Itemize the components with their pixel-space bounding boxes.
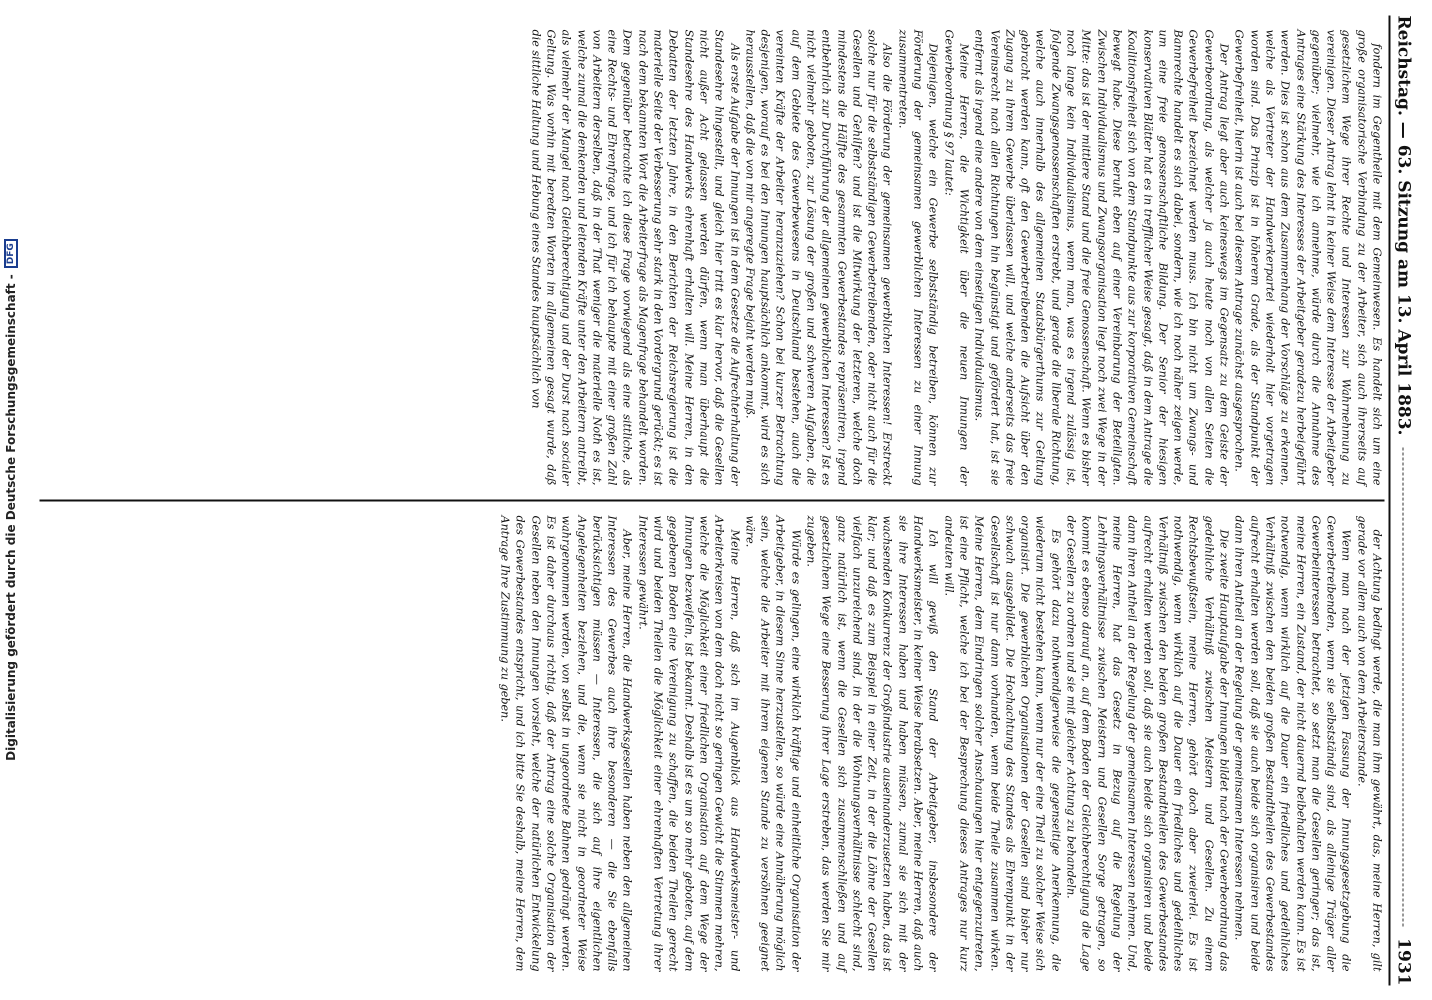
paragraph: Der Antrag liegt aber auch keineswegs im Gegensatz zu dem Geiste der Gewerbeordnung, als welcher ja auch heute noch von allen Seiten die Gewerbefreiheit bezeichnet werden muss. Ich bin nicht um Zwangs- und Bannrechte handelt es sich dabei, sondern, wie ich noch näher zeigen werde, um eine freie genossenschaftliche Bildung. Der Senior der hiesigen konservativen Blätter hat es in trefflicher Weise gesagt, daß in dem Antrage die Koalitionsfreiheit sich von dem Standpunkte aus zur korporativen Gemeinschaft bewegt habe. Diese beruht eben auf einer Vereinbarung der Beteiligten. Zwischen Individualismus und Zwangsorganisation liegt noch zwei Wege in der Mitte: das ist der mittlere Stand und die freie Genossenschaft. Wenn es bisher noch lange kein Individualismus, wenn man, was es irgend zulässig ist, folgende Zwangsgenossenschaften erstrebt, und gerade die liberale Richtung, welche auch innerhalb des allgemeinen Staatsbürgerthums zur Geltung gebracht werden kann, oft den Gewerbetreibenden die Aufsicht über den Zugang zu ihrem Gewerbe überlassen will, und welche anderseits das freie Vereinsrecht nach allen Richtungen hin begünstigt und gefördert hat, ist sie entfernt als irgend eine andere von dem einseitigen Individualismus. [972,29,1231,486]
paragraph: Also die Förderung der gemeinsamen gewerblichen Interessen! Erstreckt solche nur für die selbstständigen Gewerbetreibenden, oder nicht auch für die Gesellen und Gehilfen? und ist die Mitwirkung der letzteren, welche doch mindestens die Hälfte des gesammten Gewerbestandes repräsentiren, irgend entbehrlich zur Durchführung der allgemeinen gewerblichen Interessen? Ist es nicht vielmehr geboten, zur Lösung der großen und schweren Aufgaben, die auf dem Gebiete des Gewerbewesens in Deutschland bestehen, auch die vereinten Kräfte der Arbeiter heranzuziehen? Schon bei kurzer Betrachtung desjenigen, worauf es bei den Innungen hauptsächlich ankommt, wird es sich herausstellen, daß die von mir angeregte Frage bejaht werden muß. [743,29,894,486]
digitization-footer [0,0,22,1000]
paragraph: der Achtung bedingt werde, die man ihm gewährt, das, meine Herren, gilt gerade vor allem auch von dem Arbeiterstande. [1355,515,1384,972]
header-title: Reichstag. — 63. Sitzung am 13. April 1883. [1393,15,1414,436]
footer-line [2,0,20,1000]
text-column-right [40,502,1385,986]
dfg-logo: DFG [4,239,18,268]
paragraph: fondern im Gegentheile mit dem Gemeinwesen. Es handelt sich um eine große organisatorische Verbindung zu der Arbeiter, sich auch ihrerseits auf gesetzlichem Wege ihrer Rechte und Interessen zur Wahrnehmung zu vereinigen. Dieser Antrag lehnt in keiner Weise dem Interesse der Arbeitgeber gegenüber; vielmehr, wie ich annehme, würde durch die Annahme des Antrages eine Stärkung des Interesses der Arbeitgeber geradezu herbeigeführt werden. Dies ist schon aus dem Zusammenhang der Vorschläge zu erkennen, welche als Vertreter der Handwerkerpartei wiederholt hier vorgetragen worden sind. Das Prinzip ist in höherem Grade, als der Standpunkt der Gewerbefreiheit, hierin ist auch bei diesem Antrage zunächst ausgesprochen. [1232,29,1384,486]
paragraph: Aber, meine Herren, die Handwerksgesellen haben neben den allgemeinen Interessen des Gewerbes auch ihre besonderen — die Sie ebenfalls berücksichtigen müssen — Interessen, die sich auf ihre eigentlichen Angelegenheiten beziehen, und die, wenn sie nicht in geordneter Weise wahrgenommen werden, von selbst in ungeordnete Bahnen gedrängt werden. Es ist daher durchaus richtig, daß der Antrag eine solche Organisation der Gesellen neben den Innungen vorsieht, welche der natürlichen Entwickelung des Gewerbestandes entspricht, und ich bitte Sie deshalb, meine Herren, dem Antrage Ihre Zustimmung zu geben. [498,515,634,972]
page-number: 1931 [1393,938,1414,986]
paragraph: Als erste Aufgabe der Innungen ist in dem Gesetze die Aufrechterhaltung der Standesehre hingestellt, und gleich hier tritt es klar hervor, daß die Gesellen nicht außer Acht gelassen werden dürfen, wenn man überhaupt die Standesehre des Handwerks ehrenhaft erhalten will. Meine Herren, in den Debatten der letzten Jahre, in den Berichten der Reichsregierung ist die materielle Seite der Verbesserung sehr stark in den Vordergrund gerückt; es ist nach dem bekannten Wort die Arbeiterfrage als Magenfrage behandelt worden. Dem gegenüber betrachte ich diese Frage vorwiegend als eine sittliche, als eine Rechts- und Ehrenfrage, und ich für ich behaupte mit einer großen Zahl von Arbeitern derselben, daß in der That weniger die materielle Noth es ist, welche zumal die denkenden und leitenden Kräfte unter den Arbeitern antreibt, als vielmehr der Mangel nach Gleichberechtigung und der Durst nach socialer Geltung. Was vorhin mit beredten Worten im allgemeinen gesagt wurde, daß die sittliche Haltung und Hebung eines Standes hauptsächlich von [529,29,742,486]
scanned-page [22,0,1432,1000]
paragraph: Die zweite Hauptaufgabe der Innungen bildet nach der Gewerbeordnung das gedeihliche Verhältniß zwischen Meistern und Gesellen. Zu einem Rechtsbewußtsein, meine Herren, gehört doch aber zweierlei. Es ist nothwendig, wenn wirklich auf die Dauer ein friedliches und gedeihliches Verhältniß zwischen den beiden großen Bestandtheilen des Gewerbestandes aufrecht erhalten werden soll, daß sie auch beide sich organisiren und beide dann ihren Antheil an der Regelung der gemeinsamen Interessen nehmen. Und, meine Herren, hat das Gesetz in Bezug auf die Regelung der Lehrlingsverhältnisse zwischen Meistern und Gesellen Sorge getragen, so kommt es ebenso darauf an, auf dem Boden der Gleichberechtigung die Lage der Gesellen zu ordnen und sie mit gleicher Achtung zu behandeln. [1064,515,1231,972]
text-columns [40,16,1385,986]
paragraph: Meine Herren, daß sich im Augenblick aus Handwerksmeister- und Arbeiterkreisen von dem doch nicht so geringen Gewicht die Stimmen mehren, welche die Möglichkeit einer friedlichen Organisation auf dem Wege der Innungen bezweifeln, ist bekannt. Deshalb ist es um so mehr geboten, auf dem gegebenen Boden eine Vereinigung zu schaffen, die beiden Theilen gerecht wird und beiden Theilen die Möglichkeit einer ehrenhaften Vertretung ihrer Interessen gewährt. [636,515,742,972]
paragraph: Diejenigen, welche ein Gewerbe selbstständig betreiben, können zur Förderung der gemeinsamen gewerblichen Interessen zu einer Innung zusammentreten. [896,29,940,486]
paragraph: Meine Herren, die Wichtigkeit über die neuen Innungen der Gewerbeordnung § 97 lautet: [942,29,971,486]
footer-text: Digitalisierung gefördert durch die Deutsche Forschungsgemeinschaft - [4,274,18,761]
page-header [1389,16,1417,986]
paragraph: Wenn man nach der jetzigen Fassung der Innungsgesetzgebung die Gewerbetreibenden, wenn sie selbstständig sind, als alleinige Träger aller Gewerbeinteressen betrachtet, so setzt man die Gesellen geringer; das ist, meine Herren, ein Zustand, der nicht dauernd beibehalten werden kann. Es ist notwendig, wenn wirklich auf die Dauer ein friedliches und gedeihliches Verhältniß zwischen den beiden großen Bestandtheilen des Gewerbestandes aufrecht erhalten werden soll, daß sie auch beide sich organisiren und beide dann ihren Antheil an der Regelung der gemeinsamen Interessen nehmen. [1232,515,1353,972]
header-rule [1403,447,1404,926]
paragraph: Ich will gewiß den Stand der Arbeitgeber, insbesondere der Handwerksmeister, in keiner Weise herabsetzen. Aber, meine Herren, daß auch sie ihre Interessen haben und haben müssen, zumal sie sich mit der wachsenden Konkurrenz der Großindustrie auseinanderzusetzen haben, das ist klar; und daß es zum Beispiel in einer Zeit, in der die Löhne der Gesellen vielfach unzureichend sind, in der die Wohnungsverhältnisse schlecht sind, ganz natürlich ist, wenn die Gesellen sich zusammenschließen und auf gesetzlichem Wege eine Besserung ihrer Lage erstreben, das werden Sie mir zugeben. [804,515,940,972]
paragraph: Es gehört dazu nothwendigerweise die gegenseitige Anerkennung, die wiederum nicht bestehen kann, wenn nur der eine Theil zu solcher Weise sich organisirt. Die gewerblichen Organisationen der Gesellen sind bisher nur schwach ausgebildet. Die Hochachtung des Standes als Ehrenpunkt in der Gesellschaft ist nur dann vorhanden, wenn beide Theile zusammen wirken. Meine Herren, dem Eindringen solcher Anschauungen hier entgegenzutreten, ist eine Pflicht, welche ich bei der Besprechung dieses Antrages nur kurz andeuten will. [942,515,1063,972]
text-column-left [40,16,1385,500]
rotated-page-content [30,6,1425,996]
paragraph: Würde es gelingen, eine wirklich kräftige und einheitliche Organisation der Arbeitgeber, in diesem Sinne herzustellen, so würde eine Annäherung möglich sein, welche die Arbeiter mit ihrem eigenen Stande zu versöhnen geeignet wäre. [743,515,803,972]
